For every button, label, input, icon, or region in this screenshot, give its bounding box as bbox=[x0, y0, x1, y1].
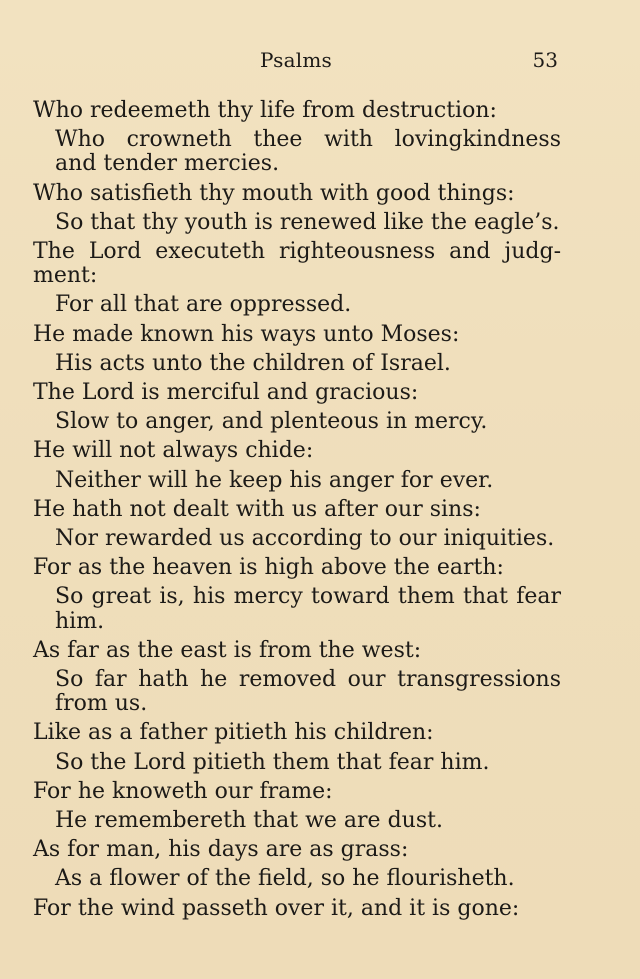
verse-line: Who satisfieth thy mouth with good things: bbox=[33, 180, 515, 206]
page-number: 53 bbox=[532, 48, 558, 72]
verse-line: He made known his ways unto Moses: bbox=[33, 321, 460, 347]
verse-line: Who crowneth thee with lovingkindness bbox=[55, 127, 561, 153]
verse-line: from us. bbox=[55, 691, 148, 717]
verse-line: So that thy youth is renewed like the eagle’s. bbox=[55, 209, 560, 235]
verse-line: For he knoweth our frame: bbox=[33, 778, 333, 804]
verse-line: Like as a father pitieth his children: bbox=[33, 720, 434, 746]
verse-line: For as the heaven is high above the earth: bbox=[33, 555, 504, 581]
verse-line: The Lord executeth righteousness and judg- bbox=[33, 239, 561, 265]
verse-line: and tender mercies. bbox=[55, 151, 280, 177]
verse-line: The Lord is merciful and gracious: bbox=[33, 380, 419, 406]
verse-line: So far hath he removed our transgressions bbox=[55, 667, 561, 693]
verse-line: Who redeemeth thy life from destruction: bbox=[33, 98, 497, 123]
verse-line: His acts unto the children of Israel. bbox=[55, 350, 451, 376]
verse-line: him. bbox=[55, 608, 105, 634]
verse-line: He remembereth that we are dust. bbox=[55, 808, 443, 834]
verse-line: Neither will he keep his anger for ever. bbox=[55, 467, 494, 493]
verse-line: Nor rewarded us according to our iniquities. bbox=[55, 526, 555, 552]
verse-line: ment: bbox=[33, 263, 98, 289]
verse-line: For all that are oppressed. bbox=[55, 292, 352, 318]
verse-line: So the Lord pitieth them that fear him. bbox=[55, 749, 490, 775]
verse-line: Slow to anger, and plenteous in mercy. bbox=[55, 409, 488, 435]
verse-line: So great is, his mercy toward them that fear bbox=[55, 584, 561, 610]
verse-line: He hath not dealt with us after our sins: bbox=[33, 496, 481, 522]
verse-line: As for man, his days are as grass: bbox=[33, 837, 409, 863]
verse-line: As far as the east is from the west: bbox=[33, 637, 422, 663]
verse-line: He will not always chide: bbox=[33, 438, 314, 464]
running-title: Psalms bbox=[260, 48, 332, 72]
verse-line: As a flower of the field, so he flourisheth. bbox=[55, 866, 515, 892]
psalm-text bbox=[33, 96, 561, 923]
verse-line: For the wind passeth over it, and it is gone: bbox=[33, 895, 520, 921]
